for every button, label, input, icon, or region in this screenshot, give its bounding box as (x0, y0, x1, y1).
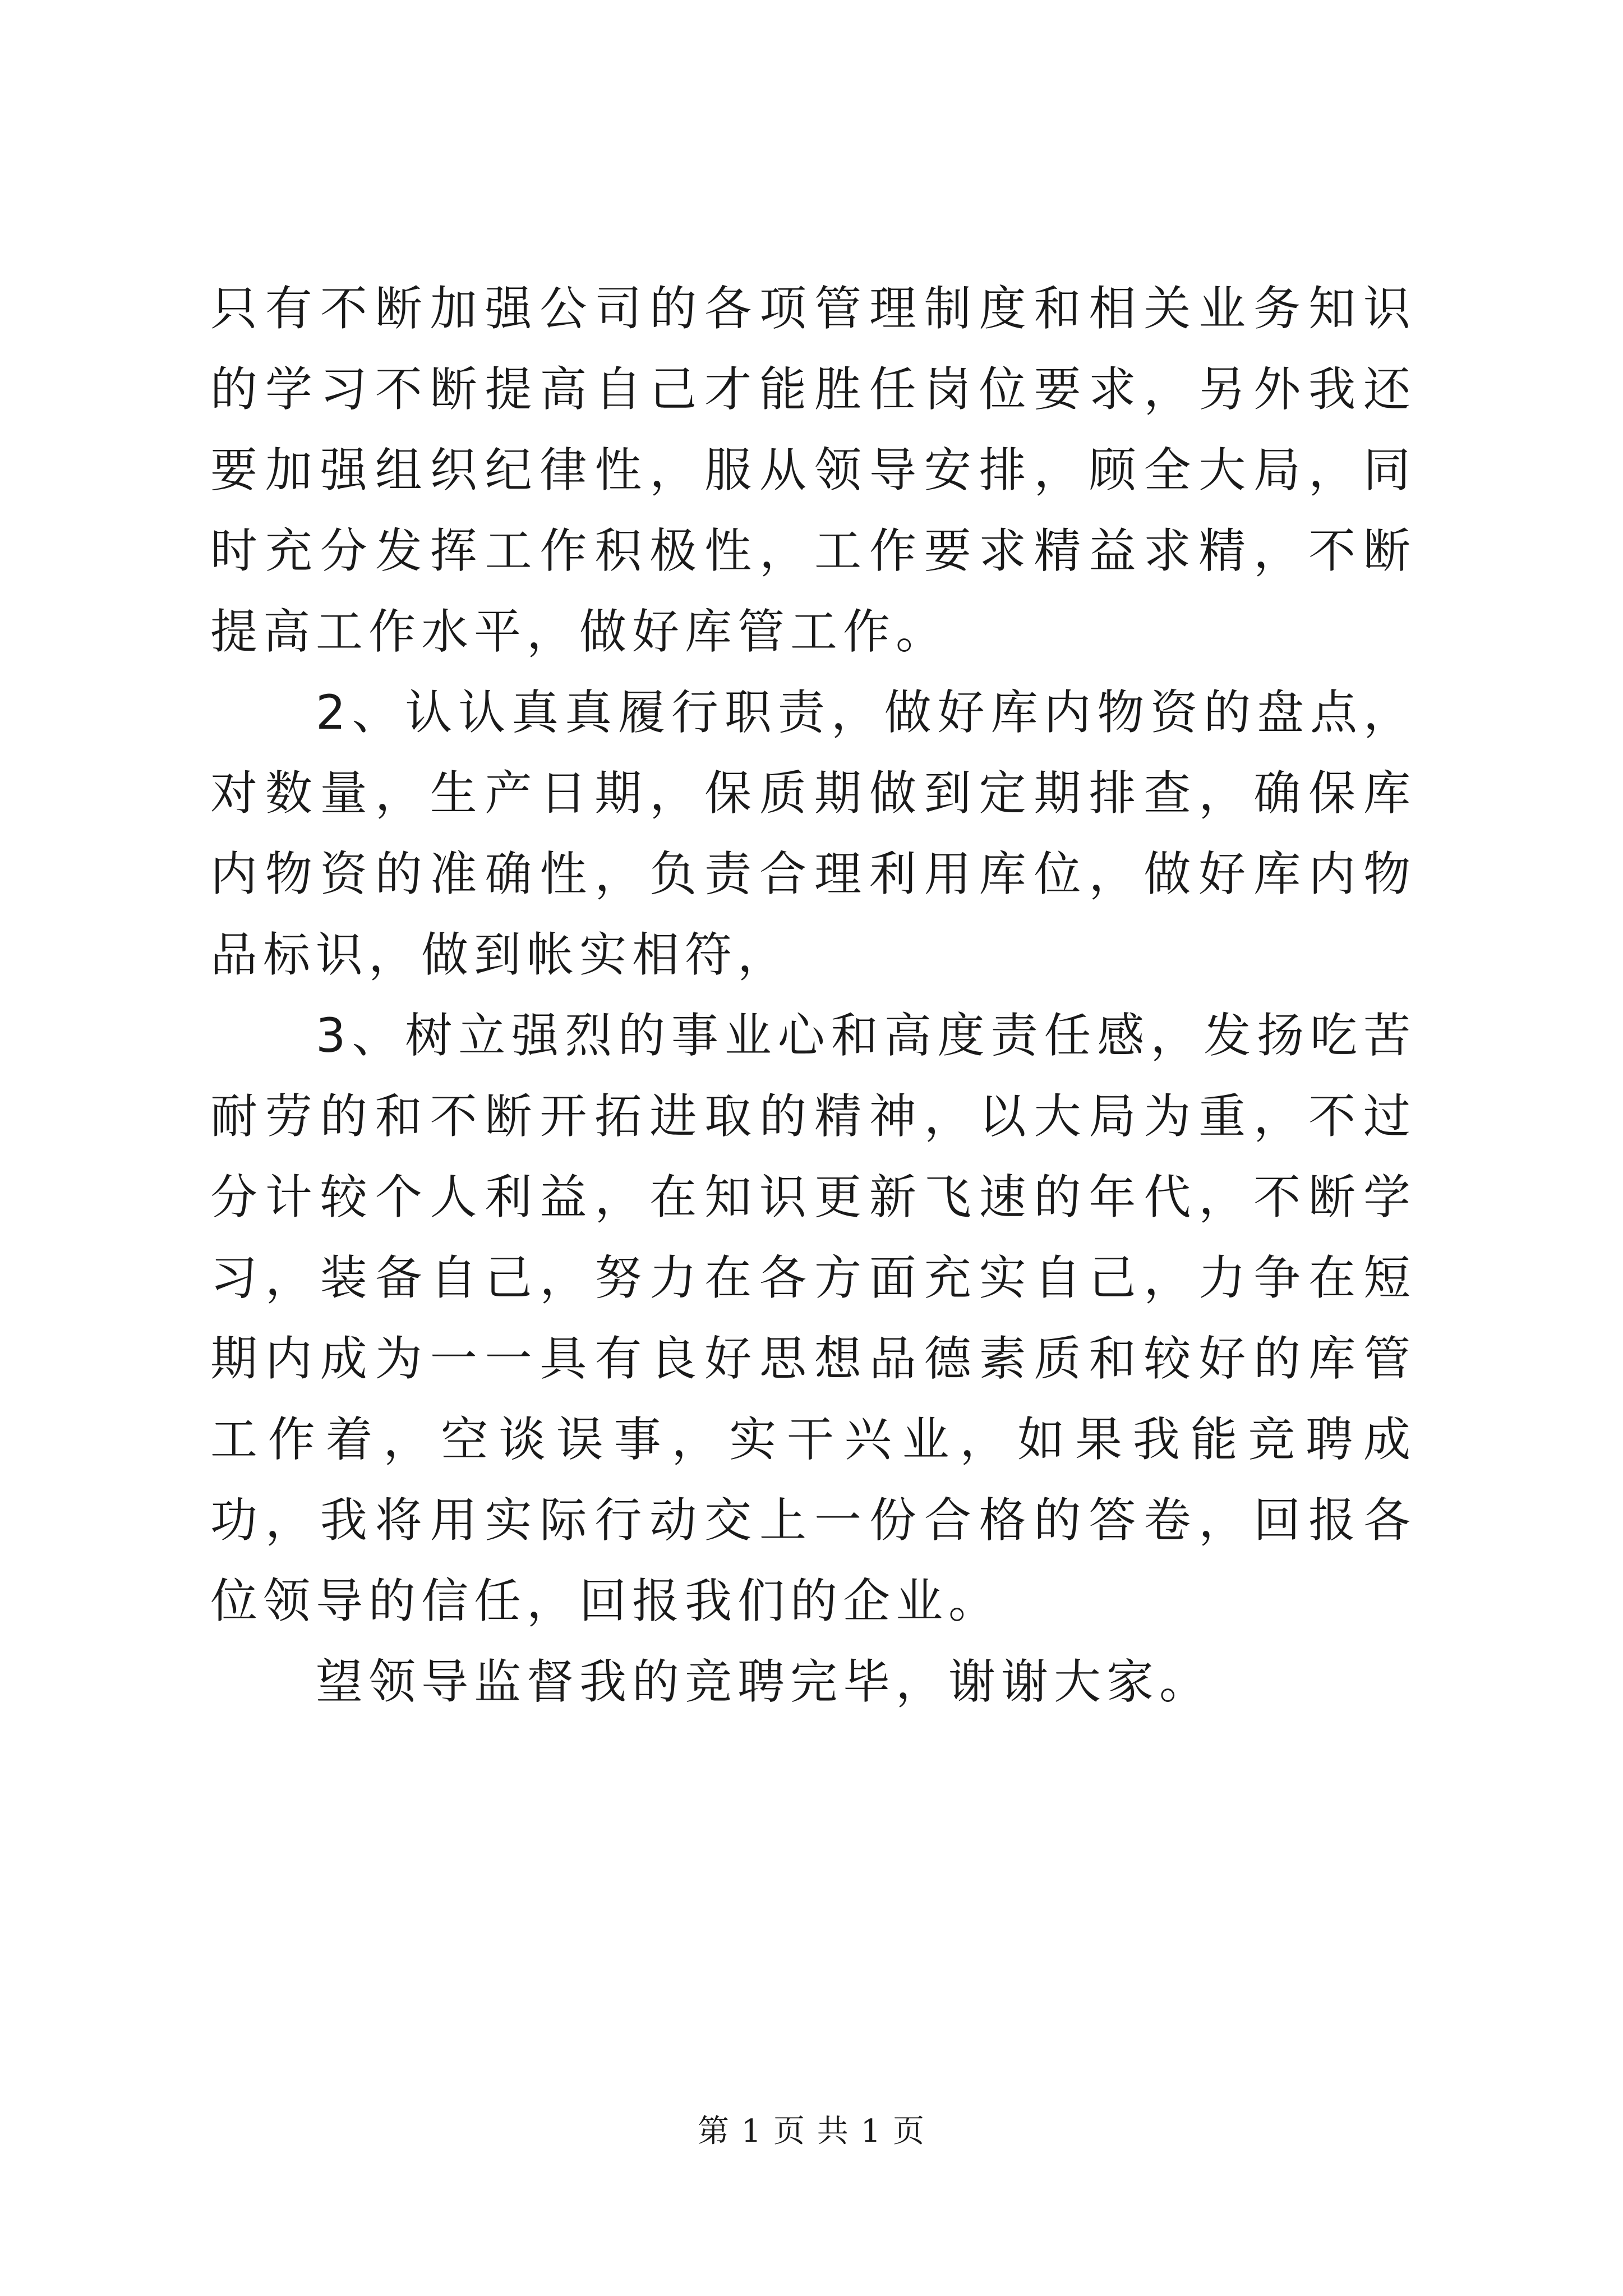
page-number-footer: 第 1 页 共 1 页 (697, 2113, 926, 2150)
paragraph-item-2: 2、认认真真履行职责，做好库内物资的盘点，对数量，生产日期，保质期做到定期排查，确保库内物资的准确性，负责合理利用库位，做好库内物品标识，做到帐实相符， (210, 685, 1416, 982)
paragraph-continuation: 只有不断加强公司的各项管理制度和相关业务知识的学习不断提高自己才能胜任岗位要求，另外我还要加强组织纪律性，服从领导安排，顾全大局，同时充分发挥工作积极性，工作要求精益求精，不断提高工作水平，做好库管工作。 (210, 281, 1416, 659)
paragraph-closing: 望领导监督我的竞聘完毕，谢谢大家。 (316, 1654, 1212, 1709)
paragraph-item-3: 3、树立强烈的事业心和高度责任感，发扬吃苦耐劳的和不断开拓进取的精神，以大局为重，不过分计较个人利益，在知识更新飞速的年代，不断学习，装备自己，努力在各方面充实自己，力争在短期内成为一一具有良好思想品德素质和较好的库管工作着，空谈误事，实干兴业，如果我能竞聘成功，我将用实际行动交上一份合格的答卷，回报各位领导的信任，回报我们的企业。 (210, 1008, 1416, 1628)
document-body (210, 268, 1416, 1722)
